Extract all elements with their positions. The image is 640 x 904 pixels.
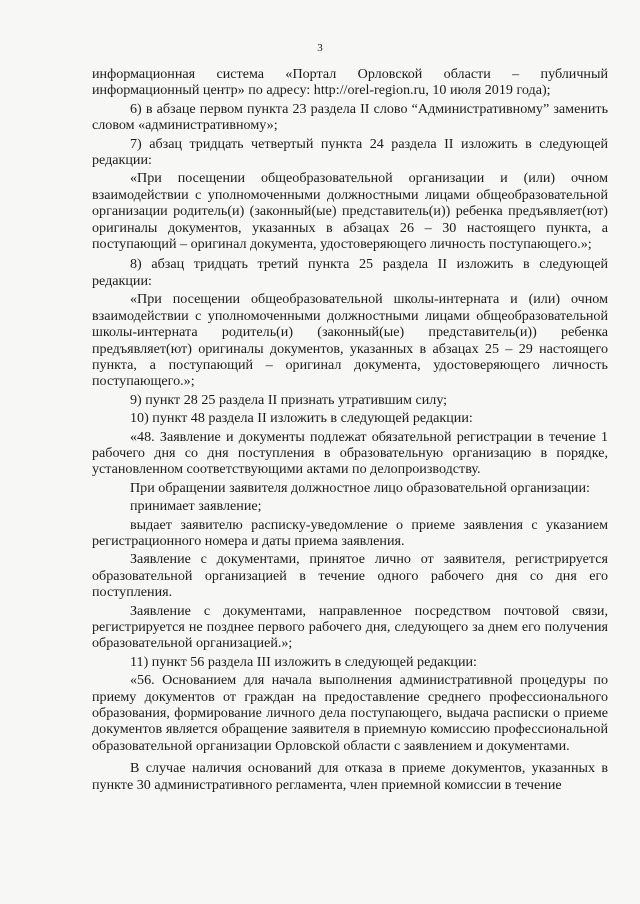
paragraph: При обращении заявителя должностное лицо образовательной организации:: [130, 479, 590, 496]
paragraph: «56. Основанием для начала выполнения административной процедуры по приему документов от граждан на предоставление среднего профессионального образования, формирование личного дела поступающего, выдача расписки о приеме документов является обращение заявителя в приемную комиссию профессиональной образовательной организации Орловской области с заявлением и документами.: [92, 672, 608, 754]
paragraph: информационная система «Портал Орловской области – публичный информационный центр» по адресу: http://orel-region.ru, 10 июля 2019 года);: [92, 66, 608, 99]
paragraph: «При посещении общеобразовательной школы-интерната и (или) очном взаимодействии с уполномоченными должностными лицами общеобразовательной школы-интерната родитель(и) (законный(ые) представитель(и)) ребенка предъявляет(ют) оригиналы документов, указанных в абзацах 25 – 29 настоящего пункта, а поступающий – оригинал документа, удостоверяющего личность поступающего.»;: [92, 291, 608, 390]
document-body: [92, 66, 608, 795]
paragraph: 6) в абзаце первом пункта 23 раздела II слово “Административному” заменить словом «административному»;: [92, 100, 608, 134]
paragraph: Заявление с документами, направленное посредством почтовой связи, регистрируется не позднее первого рабочего дня, следующего за днем его получения образовательной организацией.»;: [92, 602, 608, 652]
paragraph: В случае наличия оснований для отказа в приеме документов, указанных в пункте 30 административного регламента, член приемной комиссии в течение: [92, 760, 608, 793]
paragraph: 7) абзац тридцать четвертый пункта 24 раздела II изложить в следующей редакции:: [92, 135, 608, 169]
page-number: 3: [317, 42, 323, 54]
paragraph: 8) абзац тридцать третий пункта 25 раздела II изложить в следующей редакции:: [92, 256, 608, 289]
paragraph: 9) пункт 28 25 раздела II признать утратившим силу;: [130, 391, 448, 408]
paragraph: «48. Заявление и документы подлежат обязательной регистрации в течение 1 рабочего дня со дня поступления в образовательную организацию в порядке, установленном соответствующими актами по делопроизводству.: [92, 428, 608, 478]
paragraph: выдает заявителю расписку-уведомление о приеме заявления с указанием регистрационного номера и даты приема заявления.: [92, 516, 608, 549]
paragraph: принимает заявление;: [130, 498, 262, 515]
paragraph: 11) пункт 56 раздела III изложить в следующей редакции:: [130, 653, 477, 670]
paragraph: 10) пункт 48 раздела II изложить в следующей редакции:: [130, 410, 473, 427]
paragraph: Заявление с документами, принятое лично от заявителя, регистрируется образовательной организацией в течение одного рабочего дня со дня его поступления.: [92, 551, 608, 601]
paragraph: «При посещении общеобразовательной организации и (или) очном взаимодействии с уполномоченными должностными лицами общеобразовательной организации родитель(и) (законный(ые) представитель(и)) ребенка предъявляет(ют) оригиналы документов, указанных в абзацах 26 – 30 настоящего пункта, а поступающий – оригинал документа, удостоверяющего личность поступающего.»;: [92, 170, 608, 253]
